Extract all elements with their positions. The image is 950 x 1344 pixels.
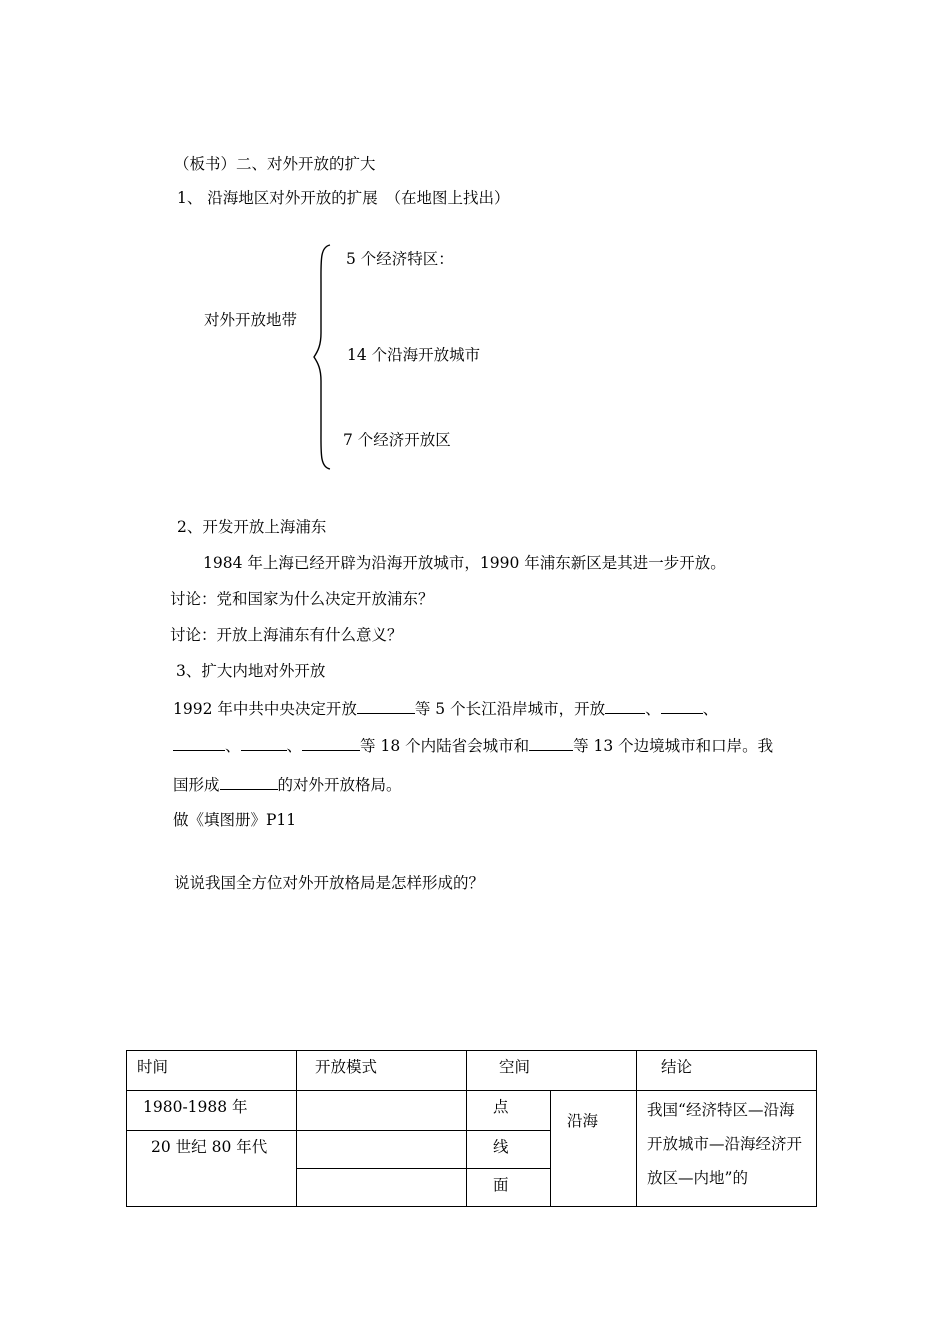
heading: （板书）二、对外开放的扩大 [174,155,376,173]
cell-mode [297,1168,467,1206]
header-space: 空间 [467,1051,637,1091]
blank [220,773,278,790]
blank [302,734,360,751]
fill-line-3: 国形成 的对外开放格局。 [173,773,402,795]
question: 说说我国全方位对外开放格局是怎样形成的？ [174,874,485,892]
zone-label: 对外开放地带 [204,311,298,329]
fill-line-1: 1992 年中共中央决定开放 等 5 个长江沿岸城市，开放 、 、 [173,697,718,719]
left-brace [312,243,334,471]
cell-mode [297,1130,467,1168]
section-2-title: 2、开发开放上海浦东 [177,518,327,536]
zone-item-open-areas: 7 个经济开放区 [343,431,451,449]
blank [357,697,415,714]
cell-space-line: 线 [467,1130,551,1168]
header-time: 时间 [127,1051,297,1091]
section-2-paragraph: 1984 年上海已经开辟为沿海开放城市，1990 年浦东新区是其进一步开放。 [203,554,726,572]
zone-item-special-zones: 5 个经济特区： [346,250,454,268]
blank [605,697,645,714]
cell-conclusion: 我国“经济特区—沿海开放城市—沿海经济开放区—内地”的 [637,1091,817,1207]
blank [529,734,573,751]
cell-time: 20 世纪 80 年代 [127,1130,297,1207]
cell-mode [297,1091,467,1130]
blank [241,734,287,751]
section-3-title: 3、扩大内地对外开放 [176,662,326,680]
blank [173,734,225,751]
table-row [127,1091,817,1130]
header-conclusion: 结论 [637,1051,817,1091]
section-1-title: 1、 沿海地区对外开放的扩展 （在地图上找出） [177,189,510,207]
cell-time: 1980-1988 年 [127,1091,297,1130]
header-mode: 开放模式 [297,1051,467,1091]
cell-space-point: 点 [467,1091,551,1130]
exercise: 做《填图册》P11 [173,811,297,829]
blank [661,697,703,714]
fill-line-2: 、 、 等 18 个内陆省会城市和 等 13 个边境城市和口岸。我 [173,734,773,756]
discussion-2: 讨论：开放上海浦东有什么意义？ [170,626,403,644]
summary-table [126,1050,817,1207]
cell-space-region: 沿海 [551,1091,637,1207]
cell-space-area: 面 [467,1168,551,1206]
table-header-row [127,1051,817,1091]
zone-item-coastal-cities: 14 个沿海开放城市 [347,346,481,364]
discussion-1: 讨论：党和国家为什么决定开放浦东？ [170,590,434,608]
